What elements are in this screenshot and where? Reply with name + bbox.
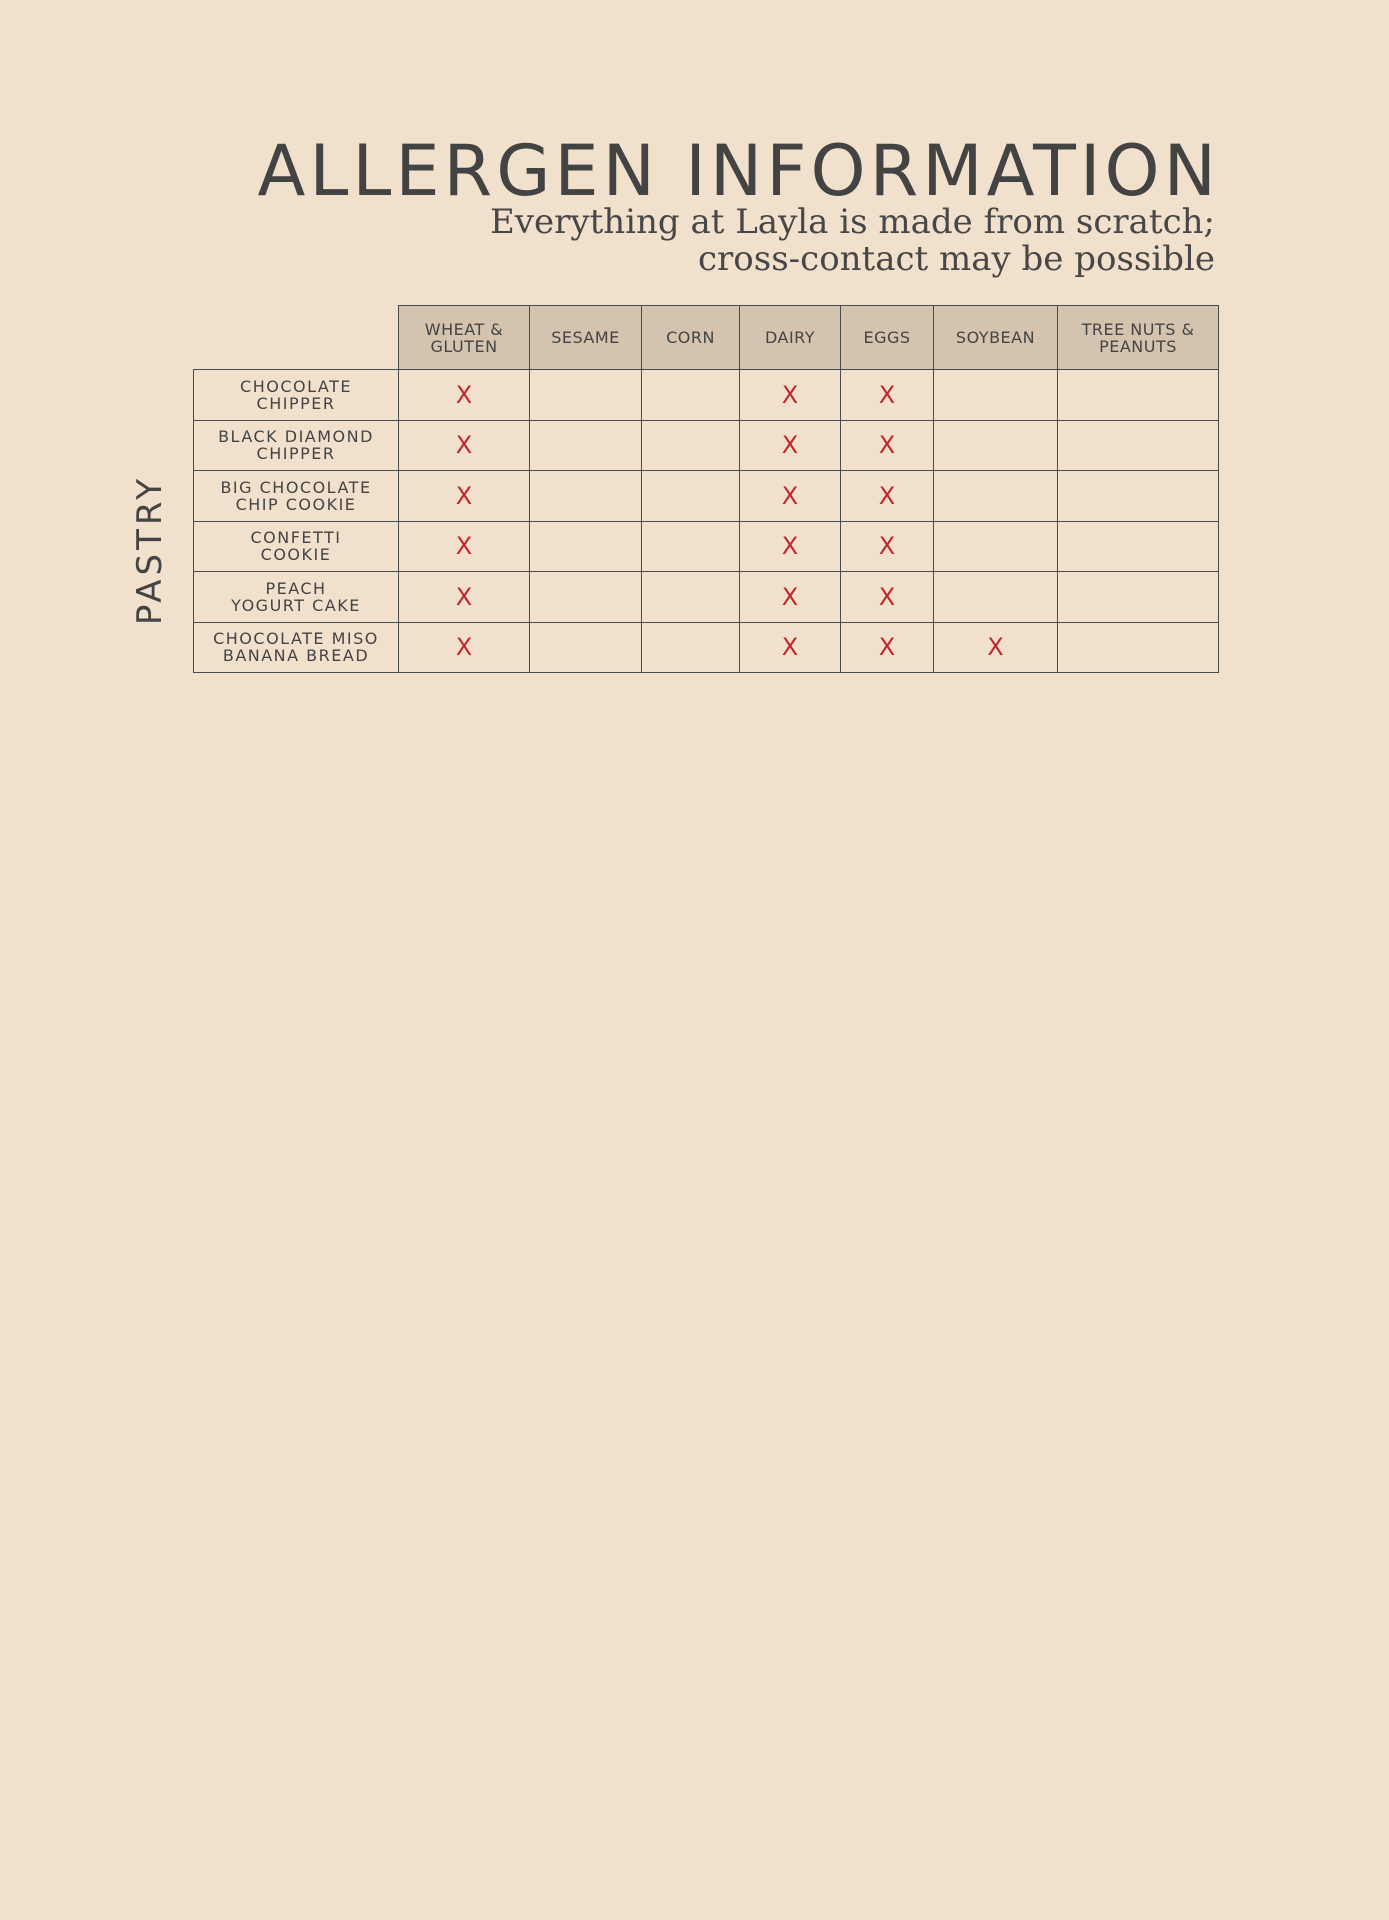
allergen-cell-tree-nuts-peanuts (1058, 622, 1219, 673)
allergen-cell-soybean (934, 420, 1058, 471)
allergen-cell-sesame (530, 420, 642, 471)
allergen-cell-corn (642, 521, 740, 572)
subtitle-line-1: Everything at Layla is made from scratch; (489, 202, 1215, 242)
allergen-cell-corn (642, 622, 740, 673)
allergen-cell-eggs (841, 471, 934, 522)
allergen-cell-dairy (740, 471, 841, 522)
page-subtitle (455, 204, 1215, 278)
table-row (194, 521, 1219, 572)
allergen-mark: X (878, 380, 896, 409)
column-header-eggs: EGGS (841, 306, 934, 370)
menu-item-name: PEACH YOGURT CAKE (194, 572, 399, 623)
allergen-mark: X (781, 582, 799, 611)
allergen-header-row (194, 306, 1219, 370)
menu-item-name: CONFETTI COOKIE (194, 521, 399, 572)
subtitle-line-2: cross-contact may be possible (698, 239, 1215, 279)
allergen-mark: X (455, 532, 473, 561)
allergen-cell-dairy (740, 521, 841, 572)
menu-item-name: BIG CHOCOLATE CHIP COOKIE (194, 471, 399, 522)
allergen-cell-tree-nuts-peanuts (1058, 521, 1219, 572)
allergen-cell-corn (642, 420, 740, 471)
allergen-mark: X (781, 380, 799, 409)
column-header-sesame: SESAME (530, 306, 642, 370)
allergen-cell-soybean (934, 572, 1058, 623)
column-header-soybean: SOYBEAN (934, 306, 1058, 370)
allergen-cell-sesame (530, 521, 642, 572)
page-title: ALLERGEN INFORMATION (257, 130, 1220, 212)
allergen-cell-tree-nuts-peanuts (1058, 471, 1219, 522)
allergen-cell-wheat-gluten (399, 471, 530, 522)
allergen-cell-sesame (530, 622, 642, 673)
allergen-cell-corn (642, 370, 740, 421)
allergen-table-body (194, 370, 1219, 673)
allergen-cell-dairy (740, 420, 841, 471)
menu-item-name: CHOCOLATE CHIPPER (194, 370, 399, 421)
allergen-mark: X (878, 431, 896, 460)
section-label-pastry: PASTRY (130, 474, 170, 626)
allergen-cell-tree-nuts-peanuts (1058, 370, 1219, 421)
allergen-mark: X (455, 633, 473, 662)
allergen-cell-wheat-gluten (399, 521, 530, 572)
allergen-cell-eggs (841, 521, 934, 572)
allergen-mark: X (878, 633, 896, 662)
allergen-cell-wheat-gluten (399, 622, 530, 673)
table-row (194, 622, 1219, 673)
column-header-tree-nuts-peanuts: TREE NUTS & PEANUTS (1058, 306, 1219, 370)
column-header-wheat-gluten: WHEAT & GLUTEN (399, 306, 530, 370)
allergen-cell-wheat-gluten (399, 420, 530, 471)
table-corner (194, 306, 399, 370)
allergen-mark: X (455, 380, 473, 409)
allergen-cell-sesame (530, 572, 642, 623)
allergen-cell-eggs (841, 622, 934, 673)
allergen-cell-soybean (934, 370, 1058, 421)
allergen-cell-sesame (530, 370, 642, 421)
allergen-mark: X (781, 633, 799, 662)
menu-item-name: BLACK DIAMOND CHIPPER (194, 420, 399, 471)
allergen-cell-eggs (841, 572, 934, 623)
allergen-cell-corn (642, 471, 740, 522)
table-row (194, 572, 1219, 623)
allergen-cell-eggs (841, 370, 934, 421)
table-row (194, 420, 1219, 471)
allergen-mark: X (987, 633, 1004, 662)
table-row (194, 471, 1219, 522)
allergen-cell-soybean (934, 471, 1058, 522)
allergen-cell-sesame (530, 471, 642, 522)
allergen-cell-soybean (934, 521, 1058, 572)
allergen-cell-wheat-gluten (399, 572, 530, 623)
allergen-mark: X (781, 532, 799, 561)
allergen-cell-wheat-gluten (399, 370, 530, 421)
allergen-mark: X (878, 481, 896, 510)
allergen-mark: X (878, 582, 896, 611)
menu-item-name: CHOCOLATE MISO BANANA BREAD (194, 622, 399, 673)
allergen-cell-corn (642, 572, 740, 623)
allergen-cell-dairy (740, 370, 841, 421)
allergen-cell-tree-nuts-peanuts (1058, 420, 1219, 471)
allergen-cell-eggs (841, 420, 934, 471)
allergen-cell-dairy (740, 622, 841, 673)
allergen-mark: X (781, 481, 799, 510)
allergen-mark: X (781, 431, 799, 460)
allergen-cell-tree-nuts-peanuts (1058, 572, 1219, 623)
allergen-cell-dairy (740, 572, 841, 623)
allergen-mark: X (455, 582, 473, 611)
allergen-mark: X (878, 532, 896, 561)
allergen-cell-soybean (934, 622, 1058, 673)
column-header-dairy: DAIRY (740, 306, 841, 370)
table-row (194, 370, 1219, 421)
allergen-mark: X (455, 481, 473, 510)
column-header-corn: CORN (642, 306, 740, 370)
allergen-mark: X (455, 431, 473, 460)
allergen-table (193, 305, 1219, 673)
